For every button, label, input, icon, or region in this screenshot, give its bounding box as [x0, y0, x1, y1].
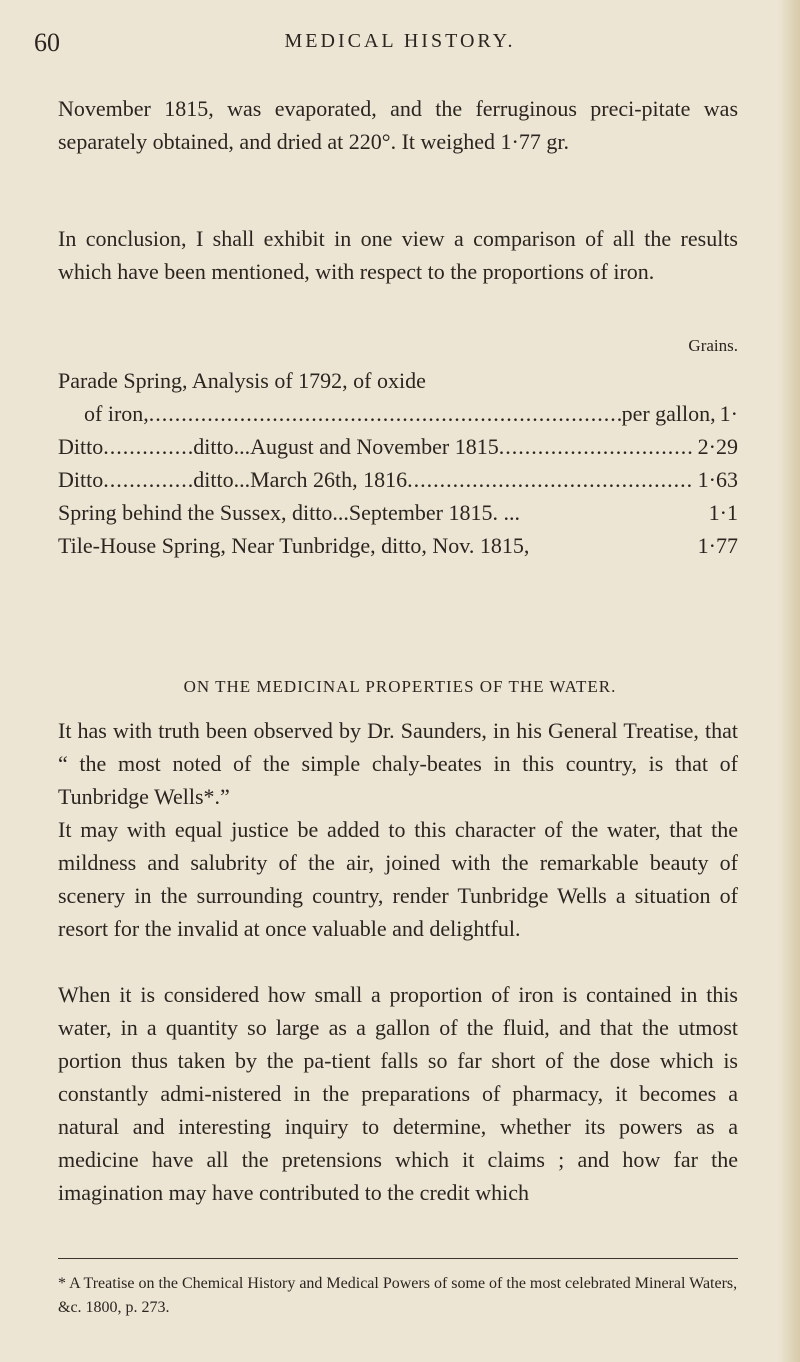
leader-dots: [407, 463, 694, 496]
row-label: Tile-House Spring, Near Tunbridge, ditto, Nov. 1815,: [58, 533, 530, 558]
table-row-sussex: [58, 496, 738, 529]
row-label: Parade Spring, Analysis of 1792, of oxide: [58, 368, 426, 393]
paragraph-saunders: It has with truth been observed by Dr. Saunders, in his General Treatise, that “ the most noted of the simple chaly-beates in this country, is that of Tunbridge Wells*.”: [58, 718, 738, 809]
running-title: MEDICAL HISTORY.: [284, 30, 516, 52]
paragraph-equal-justice: It may with equal justice be added to this character of the water, that the mildness and salubrity of the air, joined with the remarkable beauty of scenery in the surrounding country, render Tunbridge Wells a situation of resort for the invalid at once valuable and delightful.: [58, 817, 738, 941]
row-tail: ditto...March 26th, 1816: [193, 467, 408, 492]
row-value: 2·29: [697, 434, 738, 459]
row-label: Ditto: [58, 434, 104, 459]
leader-dots: [149, 397, 622, 430]
row-value: 1·77: [697, 533, 738, 558]
page-number: 60: [34, 28, 60, 57]
row-label: of iron,: [84, 401, 149, 426]
row-tail: ditto...August and November 1815: [193, 434, 499, 459]
row-value: 1·63: [697, 467, 738, 492]
paragraph-small-proportion: When it is considered how small a proportion of iron is contained in this water, in a quantity so large as a gallon of the fluid, and that the utmost portion thus taken by the pa-tient falls so far short of the dose which is constantly admi-nistered in the preparations of pharmacy, it becomes a natural and interesting inquiry to determine, whether its powers as a medicine have all the pretensions which it claims ; and how far the imagination may have contributed to the credit which: [58, 982, 738, 1205]
table-row-parade-line1: [58, 364, 738, 397]
row-value: 1·: [719, 401, 738, 426]
row-tail: per gallon,: [621, 401, 716, 426]
table-row-tile-house: [58, 529, 738, 562]
footnote-rule: [58, 1258, 738, 1259]
table-row-ditto-1815: [58, 430, 738, 463]
grains-column-header: Grains.: [688, 336, 738, 355]
table-row-ditto-1816: [58, 463, 738, 496]
footnote: * A Treatise on the Chemical History and Medical Powers of some of the most celebrated Mineral Waters, &c. 1800, p. 273.: [58, 1275, 738, 1316]
section-heading: ON THE MEDICINAL PROPERTIES OF THE WATER.: [183, 677, 617, 696]
leader-dots: [103, 430, 193, 463]
leader-dots: [499, 430, 694, 463]
leader-dots: [103, 463, 193, 496]
row-label: Ditto: [58, 467, 104, 492]
paragraph-evaporation: November 1815, was evaporated, and the ferruginous preci-pitate was separately obtained, and dried at 220°. It weighed 1·77 gr.: [58, 96, 738, 154]
page-edge-shadow: [778, 0, 800, 1362]
paragraph-conclusion: In conclusion, I shall exhibit in one view a comparison of all the results which have been mentioned, with respect to the proportions of iron.: [58, 226, 738, 284]
row-label: Spring behind the Sussex, ditto...September 1815. ...: [58, 500, 520, 525]
row-value: 1·1: [708, 500, 738, 525]
table-row-parade-line2: [84, 397, 738, 430]
